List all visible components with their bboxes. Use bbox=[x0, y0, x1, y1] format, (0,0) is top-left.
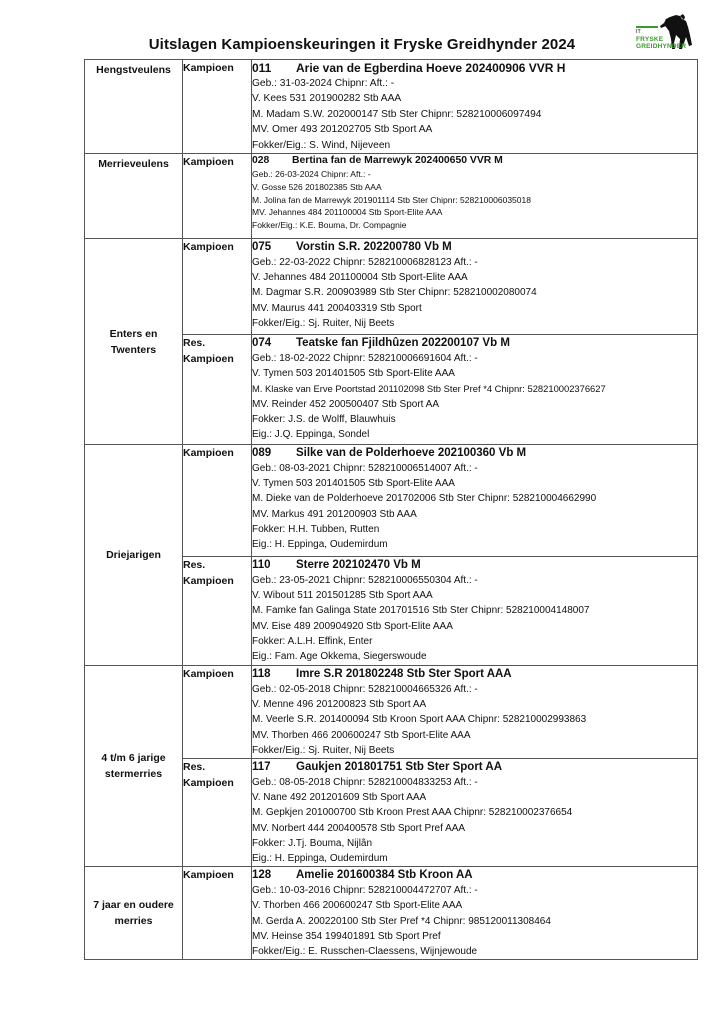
logo-bar bbox=[636, 26, 658, 28]
horse-name: Teatske fan Fjildhûzen 202200107 Vb M bbox=[296, 337, 510, 350]
logo-wordmark: IT FRYSKE GREIDHYNDER bbox=[636, 29, 687, 50]
horse-name: Imre S.R 201802248 Stb Ster Sport AAA bbox=[296, 668, 512, 681]
entry-line: V. Tymen 503 201401505 Stb Sport-Elite AAA bbox=[252, 368, 455, 380]
role-cell: Kampioen bbox=[183, 154, 252, 239]
logo bbox=[636, 13, 700, 51]
role-cell: Kampioen bbox=[183, 666, 252, 759]
entry-cell bbox=[252, 239, 698, 335]
category-cell: Hengstveulens bbox=[85, 60, 183, 154]
entry-line: V. Tymen 503 201401505 Stb Sport-Elite AAA bbox=[252, 478, 455, 490]
entry-line: Geb.: 02-05-2018 Chipnr: 528210004665326 Aft.: - bbox=[252, 684, 478, 696]
entry-number: 028 bbox=[252, 155, 270, 167]
role-cell: Kampioen bbox=[183, 60, 252, 154]
category-cell: 7 jaar en oudere merries bbox=[85, 867, 183, 960]
entry-line: M. Gepkjen 201000700 Stb Kroon Prest AAA Chipnr: 528210002376654 bbox=[252, 807, 573, 819]
entry-line: MV. Reinder 452 200500407 Stb Sport AA bbox=[252, 398, 439, 410]
entry-line: Fokker/Eig.: E. Russchen-Claessens, Wijnjewoude bbox=[252, 946, 478, 958]
entry-line: Geb.: 22-03-2022 Chipnr: 528210006828123 Aft.: - bbox=[252, 257, 478, 269]
entry-line: Eig.: J.Q. Eppinga, Sondel bbox=[252, 429, 370, 441]
entry-line: V. Jehannes 484 201100004 Stb Sport-Elite AAA bbox=[252, 272, 468, 284]
entry-line: Fokker: J.S. de Wolff, Blauwhuis bbox=[252, 413, 396, 425]
entry-cell bbox=[252, 335, 698, 445]
entry-line: M. Famke fan Galinga State 201701516 Stb Ster Chipnr: 528210004148007 bbox=[252, 605, 590, 617]
entry-line: M. Madam S.W. 202000147 Stb Ster Chipnr: 528210006097494 bbox=[252, 108, 542, 120]
entry-line: MV. Markus 491 201200903 Stb AAA bbox=[252, 508, 417, 520]
entry-cell bbox=[252, 154, 698, 239]
entry-line: Eig.: Fam. Age Okkema, Siegerswoude bbox=[252, 651, 427, 663]
entry-line: M. Dieke van de Polderhoeve 201702006 Stb Ster Chipnr: 528210004662990 bbox=[252, 493, 597, 505]
table-row bbox=[85, 60, 698, 154]
entry-line: M. Dagmar S.R. 200903989 Stb Ster Chipnr: 528210002080074 bbox=[252, 287, 537, 299]
entry-number: 117 bbox=[252, 761, 271, 774]
entry-line: Eig.: H. Eppinga, Oudemirdum bbox=[252, 539, 388, 551]
role-cell: Res. Kampioen bbox=[183, 557, 252, 666]
role-cell: Res. Kampioen bbox=[183, 759, 252, 867]
entry-line: MV. Eise 489 200904920 Stb Sport-Elite AAA bbox=[252, 620, 453, 632]
entry-line: Geb.: 31-03-2024 Chipnr: Aft.: - bbox=[252, 78, 395, 89]
role-cell: Kampioen bbox=[183, 239, 252, 335]
entry-line: Fokker: J.Tj. Bouma, Nijlân bbox=[252, 837, 373, 849]
entry-number: 089 bbox=[252, 447, 272, 460]
entry-cell bbox=[252, 557, 698, 666]
entry-line: MV. Maurus 441 200403319 Stb Sport bbox=[252, 302, 422, 314]
entry-line: Fokker/Eig.: K.E. Bouma, Dr. Compagnie bbox=[252, 220, 407, 231]
entry-number: 110 bbox=[252, 559, 271, 572]
entry-line: MV. Norbert 444 200400578 Stb Sport Pref AAA bbox=[252, 822, 466, 834]
role-cell: Kampioen bbox=[183, 445, 252, 557]
entry-line: Geb.: 26-03-2024 Chipnr: Aft.: - bbox=[252, 169, 371, 180]
entry-cell bbox=[252, 60, 698, 154]
entry-line: Geb.: 23-05-2021 Chipnr: 528210006550304 Aft.: - bbox=[252, 575, 478, 587]
table-row bbox=[85, 154, 698, 239]
entry-line: Fokker: A.L.H. Effink, Enter bbox=[252, 635, 373, 647]
horse-name: Arie van de Egberdina Hoeve 202400906 VVR H bbox=[296, 61, 566, 75]
entry-line: Fokker/Eig.: Sj. Ruiter, Nij Beets bbox=[252, 317, 395, 329]
role-cell: Res. Kampioen bbox=[183, 335, 252, 445]
entry-line: MV. Thorben 466 200600247 Stb Sport-Elite AAA bbox=[252, 729, 471, 741]
entry-line: V. Nane 492 201201609 Stb Sport AAA bbox=[252, 792, 427, 804]
entry-line: Fokker/Eig.: Sj. Ruiter, Nij Beets bbox=[252, 744, 395, 756]
entry-cell bbox=[252, 666, 698, 759]
category-cell: Enters en Twenters bbox=[85, 239, 183, 445]
entry-number: 075 bbox=[252, 241, 272, 254]
entry-line: V. Thorben 466 200600247 Stb Sport-Elite AAA bbox=[252, 900, 463, 912]
entry-line: Fokker/Eig.: S. Wind, Nijeveen bbox=[252, 139, 391, 151]
entry-line: V. Gosse 526 201802385 Stb AAA bbox=[252, 181, 382, 192]
horse-name: Sterre 202102470 Vb M bbox=[296, 559, 421, 572]
entry-line: Fokker: H.H. Tubben, Rutten bbox=[252, 523, 380, 535]
entry-line: Geb.: 10-03-2016 Chipnr: 528210004472707 Aft.: - bbox=[252, 885, 478, 897]
entry-line: Geb.: 18-02-2022 Chipnr: 528210006691604 Aft.: - bbox=[252, 353, 478, 365]
entry-number: 074 bbox=[252, 337, 272, 350]
table-row bbox=[85, 239, 698, 335]
entry-line: V. Wibout 511 201501285 Stb Sport AAA bbox=[252, 590, 433, 602]
entry-number: 128 bbox=[252, 869, 272, 882]
entry-line: MV. Jehannes 484 201100004 Stb Sport-Elite AAA bbox=[252, 207, 443, 218]
horse-name: Vorstin S.R. 202200780 Vb M bbox=[296, 241, 452, 254]
entry-line: M. Gerda A. 200220100 Stb Ster Pref *4 Chipnr: 985120011308464 bbox=[252, 915, 551, 927]
entry-number: 011 bbox=[252, 61, 272, 75]
entry-line: V. Menne 496 201200823 Stb Sport AA bbox=[252, 699, 427, 711]
category-cell: Driejarigen bbox=[85, 445, 183, 666]
entry-line: M. Klaske van Erve Poortstad 201102098 Stb Ster Pref *4 Chipnr: 528210002376627 bbox=[252, 383, 606, 395]
horse-name: Gaukjen 201801751 Stb Ster Sport AA bbox=[296, 761, 503, 774]
entry-cell bbox=[252, 759, 698, 867]
entry-line: M. Veerle S.R. 201400094 Stb Kroon Sport AAA Chipnr: 528210002993863 bbox=[252, 714, 587, 726]
page-title: Uitslagen Kampioenskeuringen it Fryske Greidhynder 2024 bbox=[148, 36, 576, 53]
role-cell: Kampioen bbox=[183, 867, 252, 960]
horse-name: Bertina fan de Marrewyk 202400650 VVR M bbox=[292, 155, 503, 167]
entry-number: 118 bbox=[252, 668, 271, 681]
entry-line: Geb.: 08-05-2018 Chipnr: 528210004833253 Aft.: - bbox=[252, 777, 478, 789]
entry-line: Eig.: H. Eppinga, Oudemirdum bbox=[252, 853, 388, 865]
entry-line: V. Kees 531 201900282 Stb AAA bbox=[252, 93, 402, 105]
category-cell: Merrieveulens bbox=[85, 154, 183, 239]
horse-name: Silke van de Polderhoeve 202100360 Vb M bbox=[296, 447, 527, 460]
table-row bbox=[85, 666, 698, 759]
entry-line: MV. Omer 493 201202705 Stb Sport AA bbox=[252, 124, 433, 136]
horse-name: Amelie 201600384 Stb Kroon AA bbox=[296, 869, 473, 882]
results-table bbox=[84, 59, 698, 960]
entry-line: M. Jolina fan de Marrewyk 201901114 Stb Ster Chipnr: 528210006035018 bbox=[252, 194, 531, 205]
category-cell: 4 t/m 6 jarige stermerries bbox=[85, 666, 183, 867]
entry-line: Geb.: 08-03-2021 Chipnr: 528210006514007 Aft.: - bbox=[252, 463, 478, 475]
entry-cell bbox=[252, 445, 698, 557]
entry-line: MV. Heinse 354 199401891 Stb Sport Pref bbox=[252, 930, 441, 942]
table-row bbox=[85, 445, 698, 557]
table-row bbox=[85, 867, 698, 960]
entry-cell bbox=[252, 867, 698, 960]
